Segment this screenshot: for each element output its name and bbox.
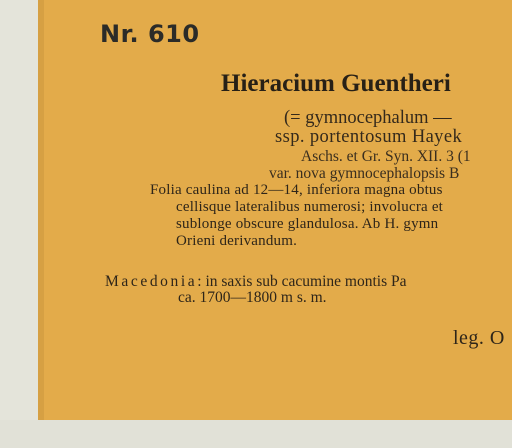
description-line-3: sublonge obscure glandulosa. Ab H. gymn [176, 216, 439, 232]
mount-sheet-bottom-margin [0, 420, 512, 448]
synonym-line-1: (= gymnocephalum — [284, 108, 452, 128]
locality-text: : in saxis sub cacumine montis Pa [197, 273, 407, 290]
herbarium-label [38, 0, 512, 420]
locality-region: Macedonia [105, 273, 198, 290]
description-line-4: Orieni derivandum. [176, 233, 298, 249]
description-line-1: Folia caulina ad 12—14, inferiora magna obtus [150, 182, 443, 198]
specimen-number: Nr. 610 [100, 20, 200, 48]
mount-sheet-margin [0, 0, 38, 448]
synonym-line-3: Aschs. et Gr. Syn. XII. 3 (1 [301, 148, 471, 165]
collector-line: leg. O [453, 327, 505, 349]
description-line-2: cellisque lateralibus numerosi; involucra et [176, 199, 444, 215]
synonym-line-2: ssp. portentosum Hayek [275, 127, 463, 147]
label-edge-shadow [38, 0, 44, 420]
elevation-line: ca. 1700—1800 m s. m. [178, 289, 327, 306]
species-title: Hieracium Guentheri [221, 70, 451, 97]
synonym-line-4: var. nova gymnocephalopsis B [269, 165, 460, 182]
